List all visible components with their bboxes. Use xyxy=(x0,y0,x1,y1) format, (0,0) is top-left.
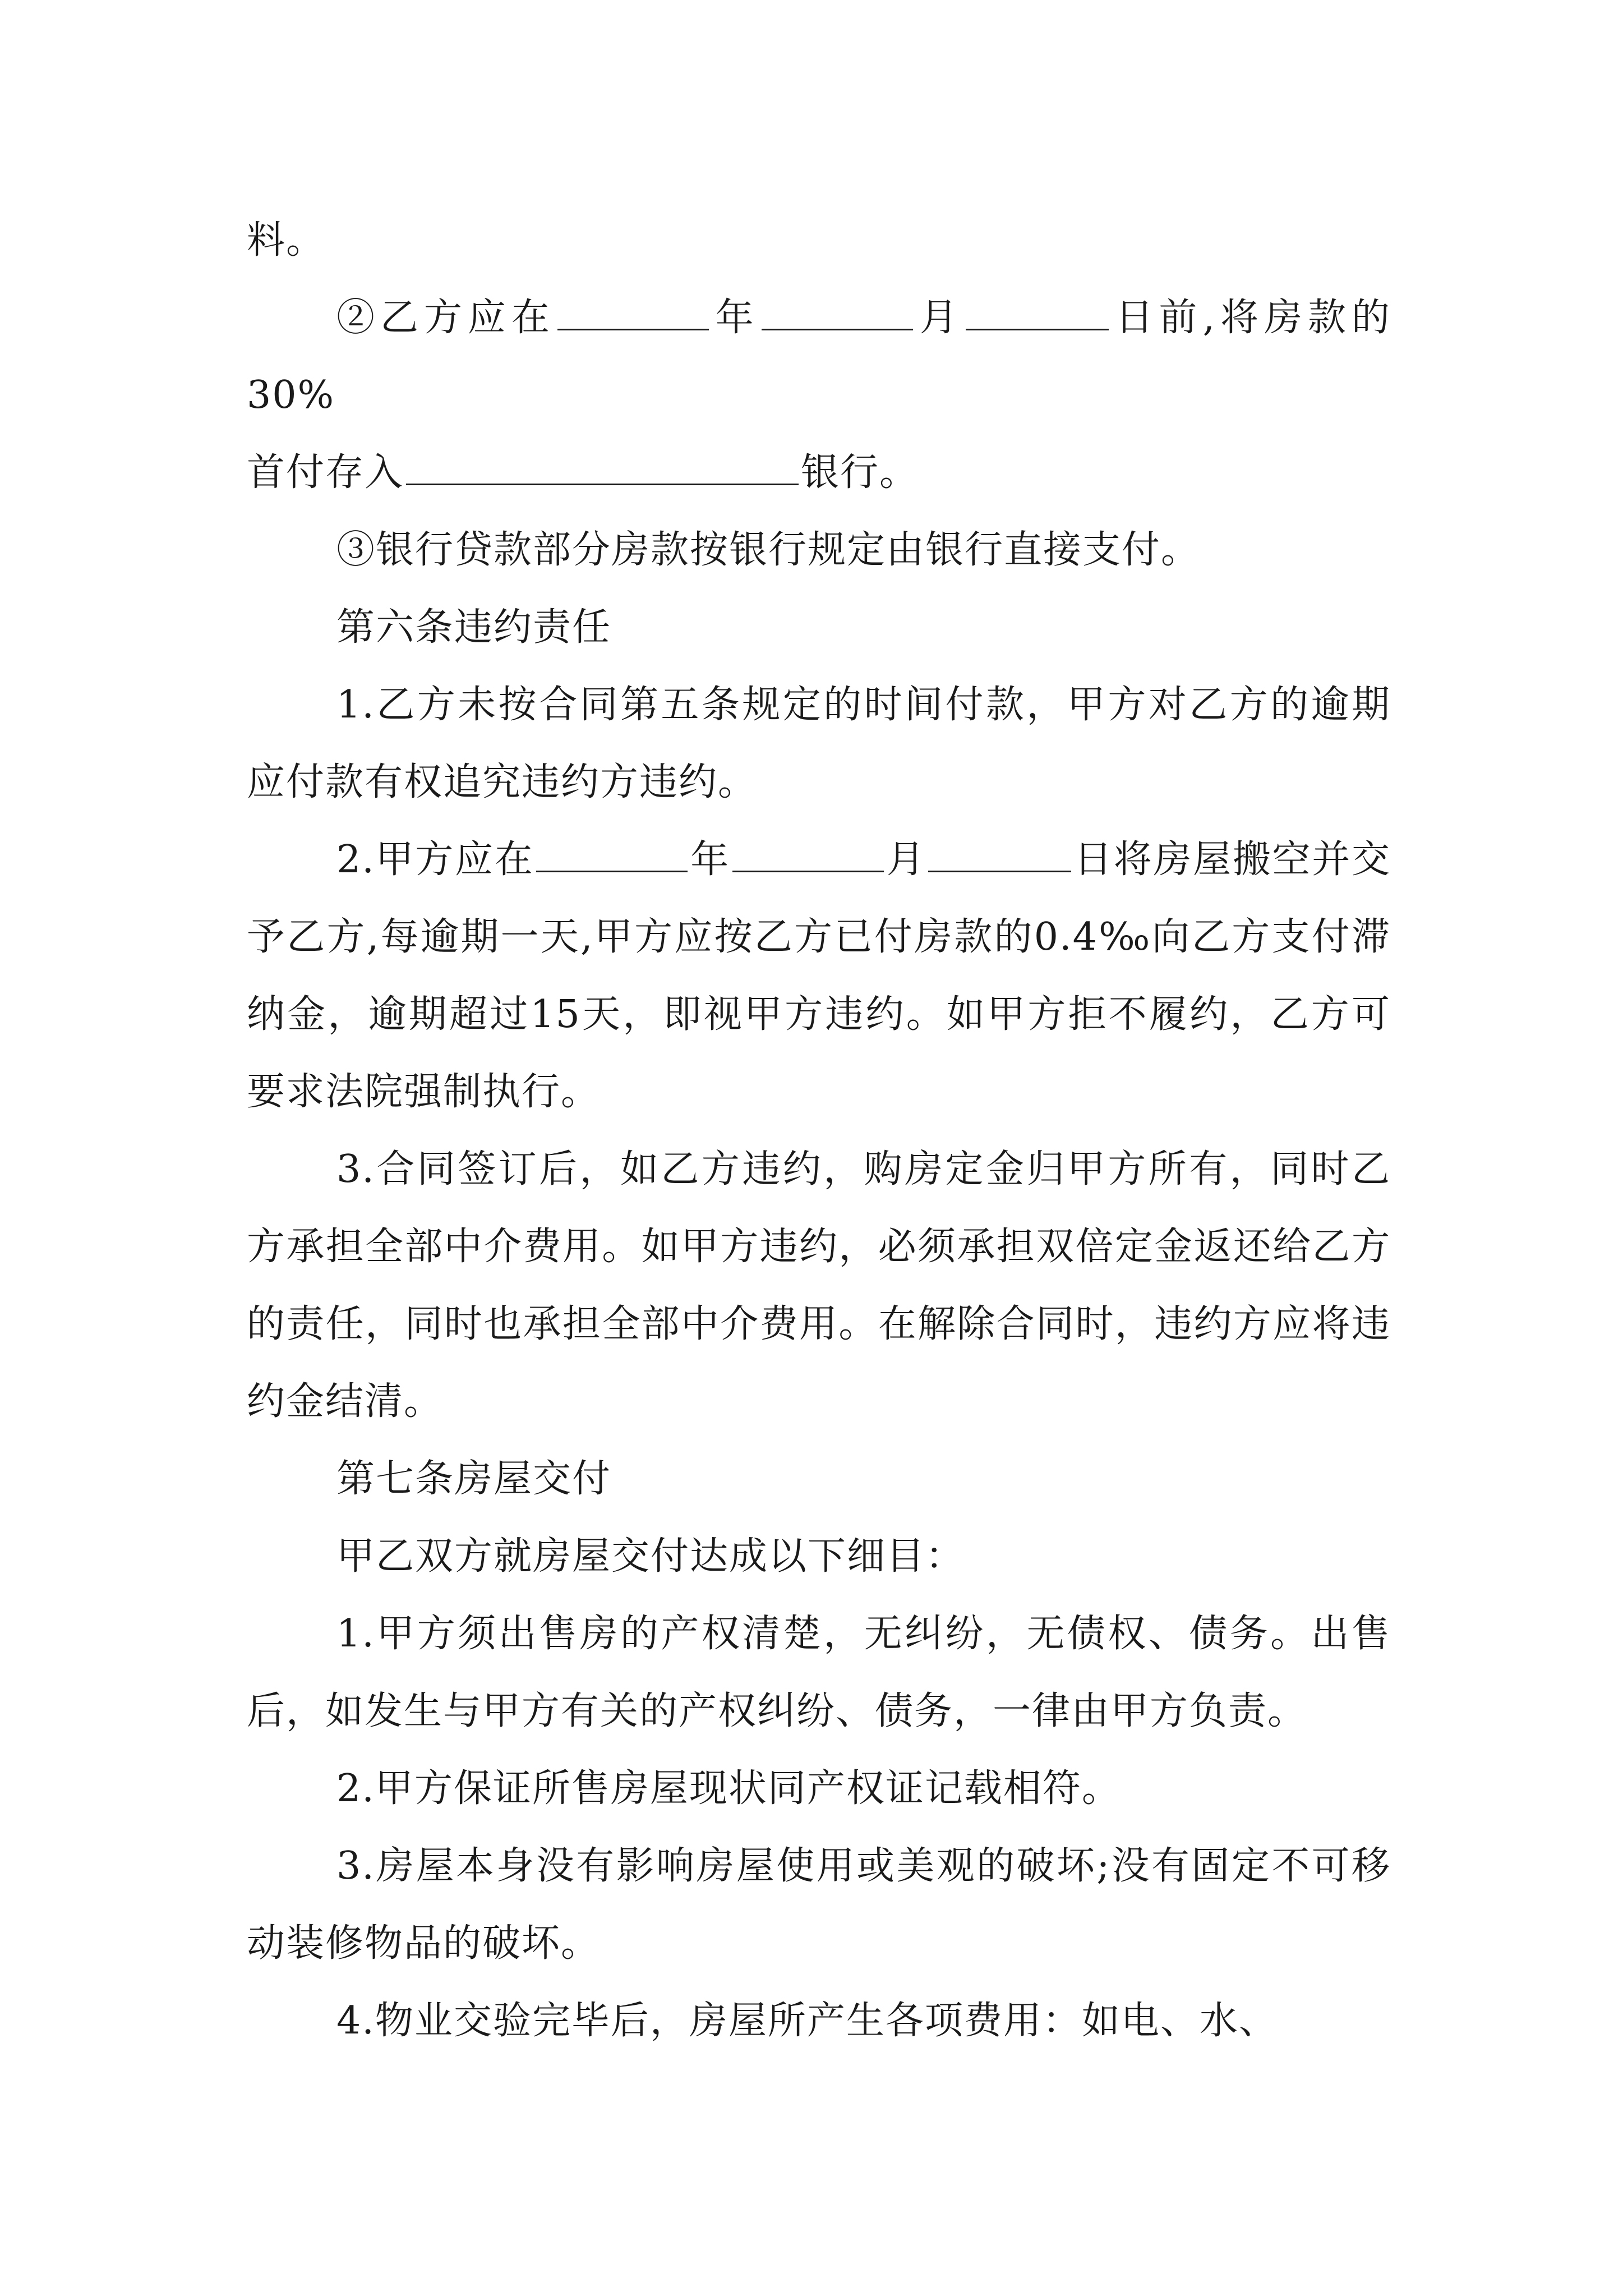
paragraph-bank-loan: ③银行贷款部分房款按银行规定由银行直接支付。 xyxy=(336,528,1201,572)
day-blank xyxy=(966,295,1109,330)
paragraph-7-1: 1.甲方须出售房的产权清楚，无纠纷，无债权、债务。出售后，如发生与甲方有关的产权纠纷、债务，一律由甲方负责。 xyxy=(247,1612,1391,1733)
handover-month-blank xyxy=(732,837,884,872)
down-payment-suffix: 日前,将房款的30% xyxy=(247,296,1391,417)
section-heading-article-6: 第六条违约责任 xyxy=(336,605,612,650)
paragraph-7-intro: 甲乙双方就房屋交付达成以下细目： xyxy=(336,1534,965,1579)
paragraph-7-4: 4.物业交验完毕后，房屋所产生各项费用：如电、水、 xyxy=(336,1999,1278,2043)
paragraph-deposit-bank xyxy=(247,434,1391,512)
paragraph-6-3: 3.合同签订后，如乙方违约，购房定金归甲方所有，同时乙方承担全部中介费用。如甲方违约，必须承担双倍定金返还给乙方的责任，同时也承担全部中介费用。在解除合同时，违约方应将违约金结清。 xyxy=(247,1147,1391,1424)
paragraph-7-3: 3.房屋本身没有影响房屋使用或美观的破坏;没有固定不可移动装修物品的破坏。 xyxy=(247,1844,1391,1966)
paragraph-down-payment-date xyxy=(247,279,1391,434)
section-heading-article-7: 第七条房屋交付 xyxy=(336,1457,612,1501)
deposit-prefix: 首付存入 xyxy=(247,450,404,495)
bank-blank xyxy=(406,450,799,485)
handover-suffix: 日将房屋搬空并交予乙方,每逾期一天,甲方应按乙方已付房款的0.4‰向乙方支付滞纳金，逾期超过15天，即视甲方违约。如甲方拒不履约，乙方可要求法院强制执行。 xyxy=(247,838,1391,1114)
contract-text xyxy=(247,202,1391,2060)
handover-prefix: 2.甲方应在 xyxy=(336,838,534,882)
year-label: 年 xyxy=(711,296,759,340)
handover-month-label: 月 xyxy=(886,838,926,882)
month-label: 月 xyxy=(915,296,963,340)
deposit-suffix: 银行。 xyxy=(801,450,919,495)
handover-year-blank xyxy=(536,837,688,872)
paragraph-6-1: 1.乙方未按合同第五条规定的时间付款，甲方对乙方的逾期应付款有权追究违约方违约。 xyxy=(247,683,1391,804)
month-blank xyxy=(762,295,913,330)
paragraph-7-2: 2.甲方保证所售房屋现状同产权证记载相符。 xyxy=(336,1766,1121,1811)
paragraph-6-2 xyxy=(247,821,1391,1131)
paragraph-continuation: 料。 xyxy=(247,218,326,263)
down-payment-prefix: ②乙方应在 xyxy=(336,296,555,340)
year-blank xyxy=(557,295,709,330)
handover-year-label: 年 xyxy=(690,838,730,882)
handover-day-blank xyxy=(928,837,1071,872)
